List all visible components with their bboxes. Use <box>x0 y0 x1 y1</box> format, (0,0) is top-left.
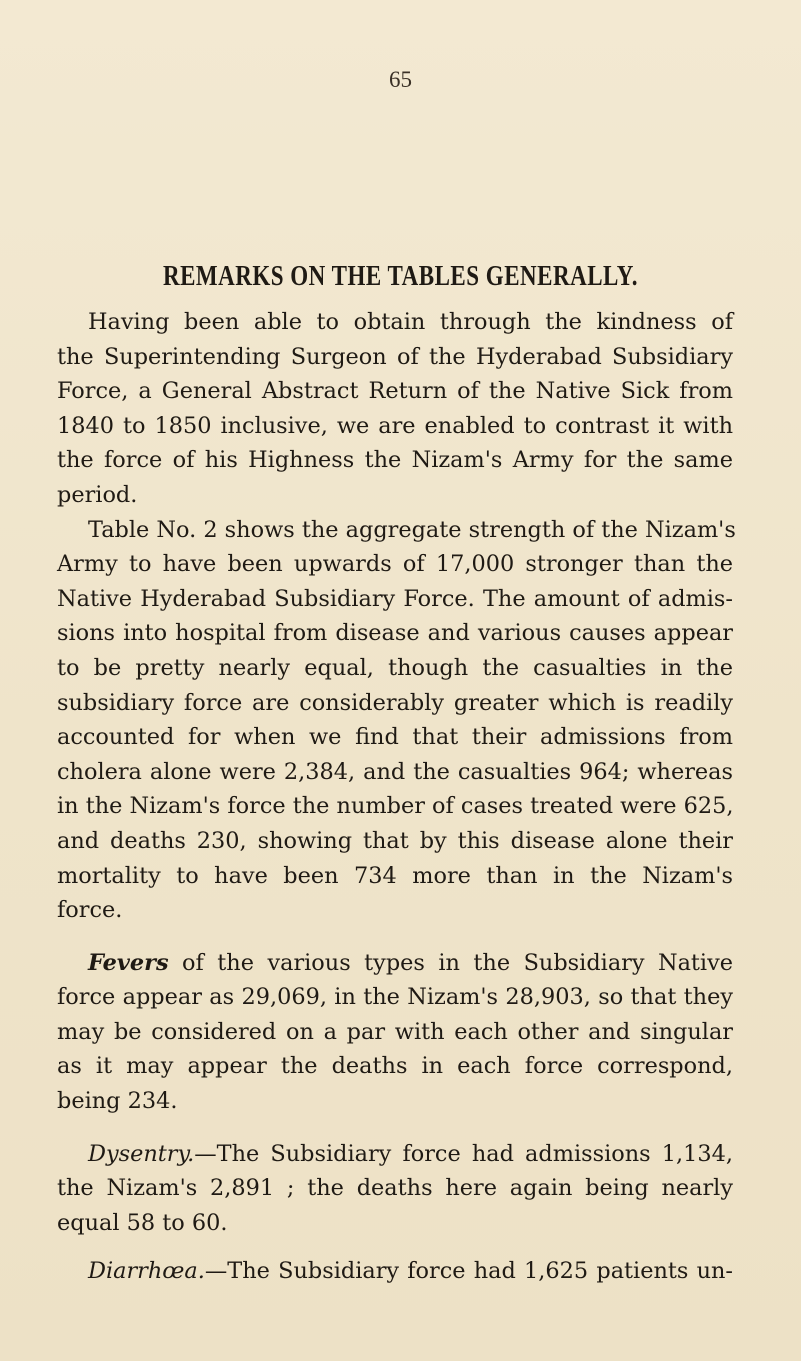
text-line: accounted for when we find that their admissions from <box>57 724 733 751</box>
text-span: —The Subsidiary force had 1,625 patients un- <box>204 1258 733 1285</box>
text-line <box>57 946 733 981</box>
text-line: the Superintending Surgeon of the Hyderabad Subsidiary <box>57 343 733 370</box>
text-line: equal 58 to 60. <box>57 1209 228 1236</box>
text-line: as it may appear the deaths in each force correspond, <box>57 1053 733 1080</box>
text-line: may be considered on a par with each other and singular <box>57 1018 733 1045</box>
text-line <box>57 1254 733 1289</box>
text-line: force appear as 29,069, in the Nizam's 28,903, so that they <box>57 984 733 1011</box>
text-line: Having been able to obtain through the kindness of <box>88 309 733 335</box>
paragraph-dysentry <box>57 1137 733 1241</box>
text-line: force. <box>57 897 123 924</box>
page-number: 65 <box>389 67 412 92</box>
text-line: the Nizam's 2,891 ; the deaths here again being nearly <box>57 1175 733 1202</box>
paragraph-1 <box>57 305 733 513</box>
text-line: period. <box>57 481 138 508</box>
paragraph-2 <box>57 513 736 928</box>
text-line: Table No. 2 shows the aggregate strength of the Nizam's <box>88 516 736 543</box>
body-text <box>57 305 736 1289</box>
lead-term-dysentry: Dysentry. <box>88 1140 195 1167</box>
section-heading: REMARKS ON THE TABLES GENERALLY. <box>162 260 639 292</box>
text-line: the force of his Highness the Nizam's Army for the same <box>57 447 733 474</box>
lead-term-diarrhoea: Diarrhœa. <box>88 1258 205 1285</box>
paragraph-diarrhoea <box>57 1254 733 1289</box>
text-line: in the Nizam's force the number of cases treated were 625, <box>57 793 734 820</box>
lead-term-fevers: Fevers <box>88 949 169 976</box>
text-line: cholera alone were 2,384, and the casualties 964; whereas <box>57 758 733 785</box>
text-span: —The Subsidiary force had admissions 1,134, <box>194 1140 733 1167</box>
text-line: and deaths 230, showing that by this disease alone their <box>57 827 733 854</box>
text-line: subsidiary force are considerably greater which is readily <box>57 689 733 716</box>
text-line: sions into hospital from disease and various causes appear <box>57 620 733 647</box>
text-line: to be pretty nearly equal, though the casualties in the <box>57 654 733 681</box>
text-span: of the various types in the Subsidiary Native <box>168 949 733 976</box>
text-line: Force, a General Abstract Return of the Native Sick from <box>57 378 733 405</box>
text-line <box>57 1137 733 1172</box>
text-line: Native Hyderabad Subsidiary Force. The amount of admis- <box>57 585 733 612</box>
text-line: being 234. <box>57 1088 178 1115</box>
text-line: mortality to have been 734 more than in the Nizam's <box>57 862 733 889</box>
paragraph-fevers <box>57 946 733 1119</box>
text-line: Army to have been upwards of 17,000 stronger than the <box>57 551 733 578</box>
text-line: 1840 to 1850 inclusive, we are enabled to contrast it with <box>57 412 733 439</box>
